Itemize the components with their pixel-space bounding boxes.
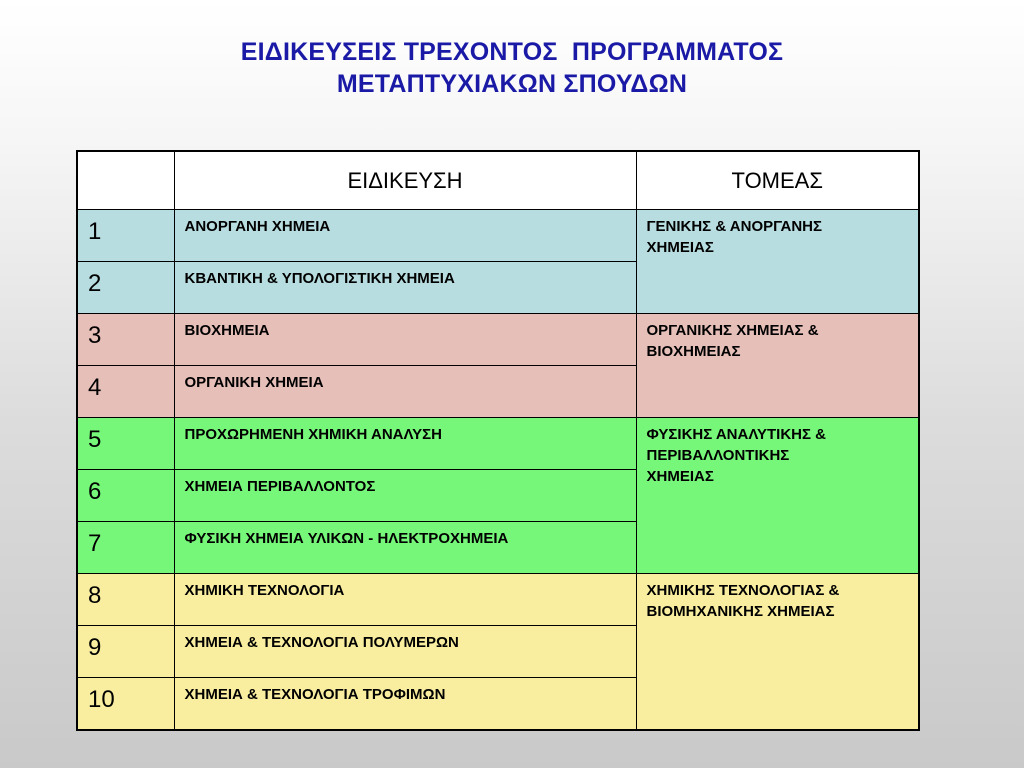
specialization-cell: ΧΗΜΕΙΑ ΠΕΡΙΒΑΛΛΟΝΤΟΣ: [174, 470, 636, 522]
department-line: ΠΕΡΙΒΑΛΛΟΝΤΙΚΗΣ: [646, 447, 790, 464]
table-row: [77, 418, 919, 470]
specializations-table: [76, 150, 920, 731]
department-cell: [636, 418, 919, 574]
header-department: ΤΟΜΕΑΣ: [636, 151, 919, 210]
title-line-1: ΕΙΔΙΚΕΥΣΕΙΣ ΤΡΕΧΟΝΤΟΣ ΠΡΟΓΡΑΜΜΑΤΟΣ: [240, 38, 784, 66]
row-number: 10: [77, 678, 174, 731]
row-number: 3: [77, 314, 174, 366]
page-title: [0, 36, 1024, 100]
row-number: 6: [77, 470, 174, 522]
table-header-row: [77, 151, 919, 210]
row-number: 9: [77, 626, 174, 678]
department-line: ΟΡΓΑΝΙΚΗΣ ΧΗΜΕΙΑΣ &: [646, 322, 819, 339]
table-row: [77, 210, 919, 262]
header-specialization: ΕΙΔΙΚΕΥΣΗ: [174, 151, 636, 210]
department-line: ΧΗΜΕΙΑΣ: [646, 239, 714, 256]
row-number: 2: [77, 262, 174, 314]
specialization-cell: ΚΒΑΝΤΙΚΗ & ΥΠΟΛΟΓΙΣΤΙΚΗ ΧΗΜΕΙΑ: [174, 262, 636, 314]
specialization-cell: ΟΡΓΑΝΙΚΗ ΧΗΜΕΙΑ: [174, 366, 636, 418]
specialization-cell: ΦΥΣΙΚΗ ΧΗΜΕΙΑ ΥΛΙΚΩΝ - ΗΛΕΚΤΡΟΧΗΜΕΙΑ: [174, 522, 636, 574]
specialization-cell: ΠΡΟΧΩΡΗΜΕΝΗ ΧΗΜΙΚΗ ΑΝΑΛΥΣΗ: [174, 418, 636, 470]
department-line: ΒΙΟΧΗΜΕΙΑΣ: [646, 343, 741, 360]
department-line: ΧΗΜΕΙΑΣ: [646, 468, 714, 485]
department-line: ΓΕΝΙΚΗΣ & ΑΝΟΡΓΑΝΗΣ: [646, 218, 823, 235]
specialization-cell: ΧΗΜΕΙΑ & ΤΕΧΝΟΛΟΓΙΑ ΤΡΟΦΙΜΩΝ: [174, 678, 636, 731]
row-number: 5: [77, 418, 174, 470]
department-cell: [636, 574, 919, 731]
department-line: ΒΙΟΜΗΧΑΝΙΚΗΣ ΧΗΜΕΙΑΣ: [646, 603, 835, 620]
specialization-cell: ΧΗΜΙΚΗ ΤΕΧΝΟΛΟΓΙΑ: [174, 574, 636, 626]
row-number: 4: [77, 366, 174, 418]
specialization-cell: ΧΗΜΕΙΑ & ΤΕΧΝΟΛΟΓΙΑ ΠΟΛΥΜΕΡΩΝ: [174, 626, 636, 678]
title-line-2: ΜΕΤΑΠΤΥΧΙΑΚΩΝ ΣΠΟΥΔΩΝ: [336, 70, 688, 98]
table-row: [77, 574, 919, 626]
specialization-cell: ΑΝΟΡΓΑΝΗ ΧΗΜΕΙΑ: [174, 210, 636, 262]
row-number: 7: [77, 522, 174, 574]
department-line: ΧΗΜΙΚΗΣ ΤΕΧΝΟΛΟΓΙΑΣ &: [646, 582, 840, 599]
header-number: [77, 151, 174, 210]
table-row: [77, 314, 919, 366]
specialization-cell: ΒΙΟΧΗΜΕΙΑ: [174, 314, 636, 366]
department-cell: [636, 210, 919, 314]
department-cell: [636, 314, 919, 418]
row-number: 1: [77, 210, 174, 262]
department-line: ΦΥΣΙΚΗΣ ΑΝΑΛΥΤΙΚΗΣ &: [646, 426, 826, 443]
row-number: 8: [77, 574, 174, 626]
